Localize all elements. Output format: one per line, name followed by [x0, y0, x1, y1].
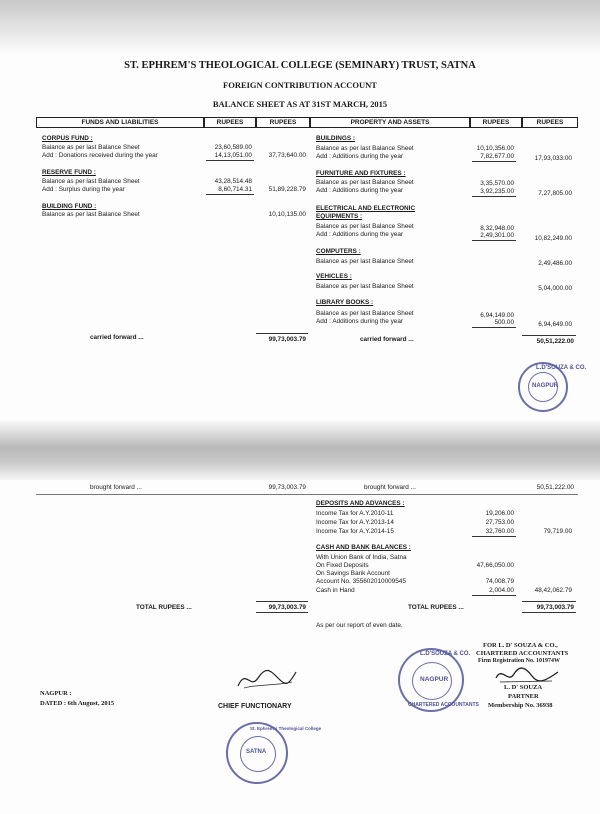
deposits-total: 79,719.00 — [543, 528, 572, 535]
double-underline — [256, 612, 308, 613]
underline — [206, 160, 254, 161]
underline — [472, 595, 516, 596]
college-seal-stamp: St. Ephrem's Theological College SATNA — [226, 722, 288, 784]
cash-value-sb: 74,008.79 — [485, 578, 514, 585]
furniture-label-2: Add : Additions during the year — [316, 187, 404, 194]
building-fund-total: 10,10,135.00 — [268, 211, 306, 218]
chief-signature-icon — [234, 664, 300, 692]
corpus-label-2: Add : Donations received during the year — [42, 152, 158, 159]
corpus-total: 37,73,640.00 — [268, 152, 306, 159]
electrical-total: 10,82,249.00 — [534, 235, 572, 242]
underline — [256, 333, 308, 334]
double-underline — [522, 612, 576, 613]
electrical-heading-2: EQUIPMENTS : — [316, 213, 363, 220]
reserve-fund-heading: RESERVE FUND : — [42, 169, 96, 176]
underline — [472, 536, 516, 537]
deposit-label-1: Income Tax for A.Y.2010-11 — [316, 510, 394, 517]
deposits-heading: DEPOSITS AND ADVANCES : — [316, 500, 405, 507]
library-value-1: 6,94,149.00 — [480, 312, 514, 319]
buildings-value-1: 10,10,356.00 — [476, 145, 514, 152]
dated: DATED : 6th August, 2015 — [40, 700, 115, 707]
electrical-label-1: Balance as per last Balance Sheet — [316, 223, 414, 230]
col-header-rupees-1: RUPEES — [204, 117, 256, 128]
firm-registration: Firm Registration No. 101974W — [478, 658, 560, 664]
furniture-total: 7,27,805.00 — [538, 190, 572, 197]
cash-value-hand: 2,004.00 — [489, 587, 514, 594]
membership-number: Membership No. 36938 — [488, 702, 553, 709]
carried-forward-right-label: carried forward ... — [360, 336, 414, 343]
brought-forward-left-value: 99,73,003.79 — [268, 484, 306, 491]
ca-firm-seal-stamp: L.D'SOUZA & CO. NAGPUR CHARTERED ACCOUNTANTS — [398, 648, 464, 712]
electrical-value-1: 8,32,948.00 — [480, 225, 514, 232]
cash-line-2: On Fixed Deposits — [316, 562, 369, 569]
library-label-1: Balance as per last Balance Sheet — [316, 310, 414, 317]
col-header-funds: FUNDS AND LIABILITIES — [36, 117, 204, 128]
place: NAGPUR : — [40, 690, 72, 697]
reserve-label-1: Balance as per last Balance Sheet — [42, 178, 140, 185]
underline — [472, 196, 516, 197]
auditor-signature-icon — [492, 664, 562, 686]
auditor-role: CHARTERED ACCOUNTANTS — [476, 650, 569, 657]
deposit-value-1: 19,206.00 — [485, 510, 514, 517]
building-fund-heading: BUILDING FUND : — [42, 203, 97, 210]
total-left-value: 99,73,003.79 — [268, 604, 306, 611]
underline — [472, 240, 516, 241]
cash-bank-heading: CASH AND BANK BALANCES : — [316, 544, 411, 551]
underline — [472, 161, 516, 162]
deposit-value-2: 27,753.00 — [485, 519, 514, 526]
cash-line-3: On Savings Bank Account — [316, 570, 390, 577]
corpus-fund-heading: CORPUS FUND : — [42, 135, 93, 142]
report-note: As per our report of even date. — [316, 622, 403, 629]
cash-line-4: Account No. 355602010009545 — [316, 578, 406, 585]
vehicles-heading: VEHICLES : — [316, 273, 352, 280]
cash-value-fd: 47,66,050.00 — [476, 562, 514, 569]
auditor-name: L. D' SOUZA — [504, 684, 543, 691]
library-value-2: 500.00 — [494, 319, 514, 326]
cash-total: 48,42,062.79 — [534, 587, 572, 594]
library-heading: LIBRARY BOOKS : — [316, 299, 374, 306]
vehicles-total: 5,04,000.00 — [538, 285, 572, 292]
buildings-label-1: Balance as per last Balance Sheet — [316, 145, 414, 152]
total-left-label: TOTAL RUPEES ... — [136, 604, 192, 611]
corpus-value-1: 23,60,589.00 — [214, 144, 252, 151]
auditor-title: PARTNER — [508, 693, 539, 700]
buildings-label-2: Add : Additions during the year — [316, 153, 404, 160]
corpus-value-2: 14,13,051.00 — [214, 152, 252, 159]
buildings-heading: BUILDINGS : — [316, 135, 356, 142]
furniture-heading: FURNITURE AND FIXTURES : — [316, 170, 406, 177]
chief-functionary-label: CHIEF FUNCTIONARY — [218, 703, 292, 710]
band-rule — [36, 494, 578, 495]
brought-forward-right-value: 50,51,222.00 — [536, 484, 574, 491]
scan-shadow-top — [0, 0, 600, 55]
electrical-label-2: Add : Additions during the year — [316, 231, 404, 238]
account-name: FOREIGN CONTRIBUTION ACCOUNT — [223, 80, 377, 90]
electrical-value-2: 2,49,301.00 — [480, 232, 514, 239]
carried-forward-left-value: 99,73,003.79 — [268, 336, 306, 343]
brought-forward-left-label: brought forward ... — [90, 484, 142, 491]
underline — [206, 194, 254, 195]
furniture-value-2: 3,92,235.00 — [480, 188, 514, 195]
underline — [522, 335, 576, 336]
col-header-rupees-3: RUPEES — [470, 117, 522, 128]
library-total: 6,94,649.00 — [538, 321, 572, 328]
deposit-label-2: Income Tax for A.Y.2013-14 — [316, 519, 394, 526]
carried-forward-left-label: carried forward ... — [90, 334, 144, 341]
underline — [256, 601, 308, 602]
reserve-total: 51,89,228.79 — [268, 186, 306, 193]
cash-line-1: With Union Bank of India, Satna — [316, 554, 407, 561]
computers-total: 2,49,486.00 — [538, 260, 572, 267]
underline — [522, 601, 576, 602]
total-right-value: 99,73,003.79 — [536, 604, 574, 611]
deposit-label-3: Income Tax for A.Y.2014-15 — [316, 528, 394, 535]
auditor-seal-stamp: L.D'SOUZA & CO. NAGPUR — [518, 362, 568, 412]
buildings-value-2: 7,82,677.00 — [480, 153, 514, 160]
reserve-value-2: 8,60,714.31 — [218, 186, 252, 193]
col-header-property: PROPERTY AND ASSETS — [310, 117, 470, 128]
buildings-total: 17,93,033.00 — [534, 155, 572, 162]
furniture-label-1: Balance as per last Balance Sheet — [316, 179, 414, 186]
col-header-rupees-2: RUPEES — [256, 117, 310, 128]
carried-forward-right-value: 50,51,222.00 — [536, 338, 574, 345]
brought-forward-right-label: brought forward ... — [364, 484, 416, 491]
total-right-label: TOTAL RUPEES ... — [408, 604, 464, 611]
auditor-firm: FOR L. D' SOUZA & CO., — [483, 642, 558, 649]
furniture-value-1: 3,35,570.00 — [480, 180, 514, 187]
col-header-rupees-4: RUPEES — [522, 117, 578, 128]
underline — [472, 327, 516, 328]
reserve-value-1: 43,28,514.48 — [214, 178, 252, 185]
cash-line-5: Cash in Hand — [316, 587, 355, 594]
scan-shadow-fold — [0, 420, 600, 480]
sheet-heading: BALANCE SHEET AS AT 31ST MARCH, 2015 — [212, 99, 388, 109]
computers-heading: COMPUTERS : — [316, 248, 361, 255]
corpus-label-1: Balance as per last Balance Sheet — [42, 144, 140, 151]
trust-title: ST. EPHREM'S THEOLOGICAL COLLEGE (SEMINARY) TRUST, SATNA — [124, 60, 476, 71]
electrical-heading-1: ELECTRICAL AND ELECTRONIC — [316, 205, 416, 212]
computers-label: Balance as per last Balance Sheet — [316, 258, 414, 265]
library-label-2: Add : Additions during the year — [316, 318, 404, 325]
deposit-value-3: 32,760.00 — [485, 528, 514, 535]
reserve-label-2: Add : Surplus during the year — [42, 186, 125, 193]
vehicles-label: Balance as per last Balance Sheet — [316, 283, 414, 290]
building-fund-label: Balance as per last Balance Sheet — [42, 211, 140, 218]
